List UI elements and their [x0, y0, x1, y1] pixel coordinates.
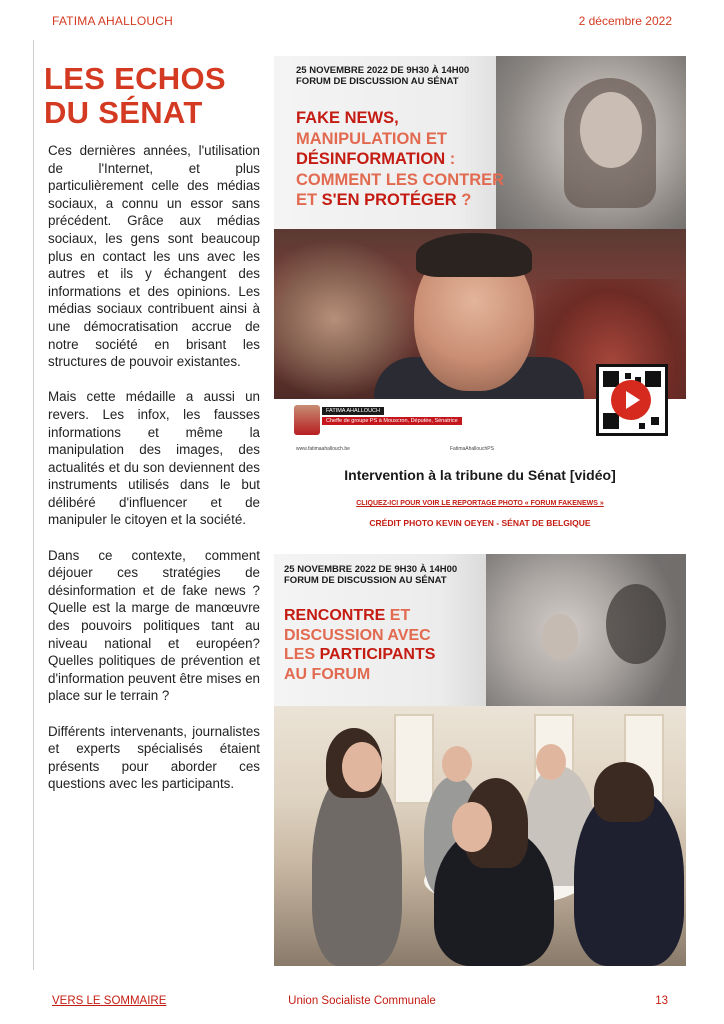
banner-event-type: FORUM DE DISCUSSION AU SÉNAT	[296, 76, 459, 87]
photo-report-link[interactable]: CLIQUEZ-ICI POUR VOIR LE REPORTAGE PHOTO « FORUM FAKENEWS »	[356, 500, 604, 507]
headline-fragment: S'EN PROTÉGER	[321, 191, 457, 209]
headline-fragment: PARTICIPANTS	[319, 646, 436, 663]
banner-date-time: 25 NOVEMBRE 2022 DE 9H30 À 14H00	[284, 564, 458, 575]
paragraph: Dans ce contexte, comment déjouer ces stratégies de désinformation et de fake news ? Quelle est la marge de manœuvre des pouvoirs politiques tant au niveau national et européen? Quelles politiques de prévention et d'information peuvent être mises en place sur le terrain ?	[48, 547, 260, 704]
banner-photo-person	[606, 584, 666, 664]
headline-fragment: LES	[284, 646, 320, 663]
banner-event-type: FORUM DE DISCUSSION AU SÉNAT	[284, 575, 447, 586]
article-body	[48, 142, 260, 811]
headline-fragment: DÉSINFORMATION	[296, 150, 446, 168]
room-window	[394, 714, 434, 804]
speaker-role-tag: Cheffe de groupe PS à Mouscron, Députée, Sénatrice	[322, 417, 462, 425]
article-title	[44, 62, 284, 130]
paragraph: Mais cette médaille a aussi un revers. Les infox, les fausses informations et même la manipulation des images, des actualités et du son deviennent des instruments utilisés dans le but délibéré d'influencer et de manipuler le citoyen et la société.	[48, 389, 260, 528]
article-title-line1: LES ECHOS	[44, 61, 226, 96]
headline-fragment: ?	[456, 191, 472, 209]
banner-photo-face	[542, 614, 578, 660]
participant-face	[442, 746, 472, 782]
banner-website: www.fatimaahallouch.be	[296, 446, 350, 452]
headline-fragment: COMMENT LES CONTRER	[296, 170, 505, 189]
column-divider	[33, 40, 34, 970]
paragraph: Ces dernières années, l'utilisation de l'Internet, et plus particulièrement celle des médias sociaux, a connu un essor sans précédent. Grâce aux médias sociaux, les gens sont beaucoup plus en contact les uns avec les autres et ils y échangent des informations et des opinions. Les médias sociaux contribuent ainsi à une démocratisation accrue de notre société en brisant les structures de pouvoir existantes.	[48, 143, 260, 370]
speaker-name-tag: FATIMA AHALLOUCH	[322, 407, 384, 415]
footer-publication: Union Socialiste Communale	[288, 995, 436, 1007]
banner-eyebrow	[296, 65, 469, 87]
article-title-line2: DU SÉNAT	[44, 95, 203, 130]
banner-social-handle: FatimaAhallouchPS	[450, 446, 494, 452]
forum-participants-photo[interactable]	[274, 706, 686, 966]
video-play-icon[interactable]	[611, 380, 651, 420]
event-banner-fake-news[interactable]	[274, 56, 686, 229]
banner-headline	[296, 108, 556, 211]
headline-fragment: ET	[296, 191, 322, 209]
headline-fragment: DISCUSSION AVEC	[284, 626, 431, 644]
headline-fragment: ET	[385, 607, 411, 624]
header-date: 2 décembre 2022	[578, 14, 672, 28]
participant-face	[342, 742, 382, 792]
page-number: 13	[655, 995, 668, 1007]
banner-headline	[284, 606, 484, 684]
speaker-hair	[416, 233, 532, 277]
paragraph: Différents intervenants, journalistes et experts spécialisés étaient présents pour aborder ces questions avec les participants.	[48, 723, 260, 792]
photo-credit: CRÉDIT PHOTO KEVIN OEYEN - SÉNAT DE BELGIQUE	[369, 518, 591, 528]
headline-fragment: MANIPULATION ET	[296, 129, 447, 148]
header-author: FATIMA AHALLOUCH	[52, 14, 174, 28]
author-avatar	[294, 405, 320, 435]
banner-date-time: 25 NOVEMBRE 2022 DE 9H30 À 14H00	[296, 65, 470, 76]
banner-eyebrow	[284, 564, 457, 586]
video-caption: Intervention à la tribune du Sénat [vidéo]	[344, 467, 616, 483]
participant-face	[536, 744, 566, 780]
participant-face	[452, 802, 492, 852]
participant-hair	[594, 762, 654, 822]
headline-fragment: RENCONTRE	[284, 607, 386, 624]
event-banner-meeting[interactable]	[274, 554, 686, 706]
headline-fragment: :	[445, 150, 456, 168]
table-of-contents-link[interactable]: VERS LE SOMMAIRE	[52, 995, 167, 1007]
banner-photo-face	[580, 92, 642, 168]
headline-fragment: AU FORUM	[284, 665, 371, 683]
headline-fragment: FAKE NEWS,	[296, 109, 399, 127]
